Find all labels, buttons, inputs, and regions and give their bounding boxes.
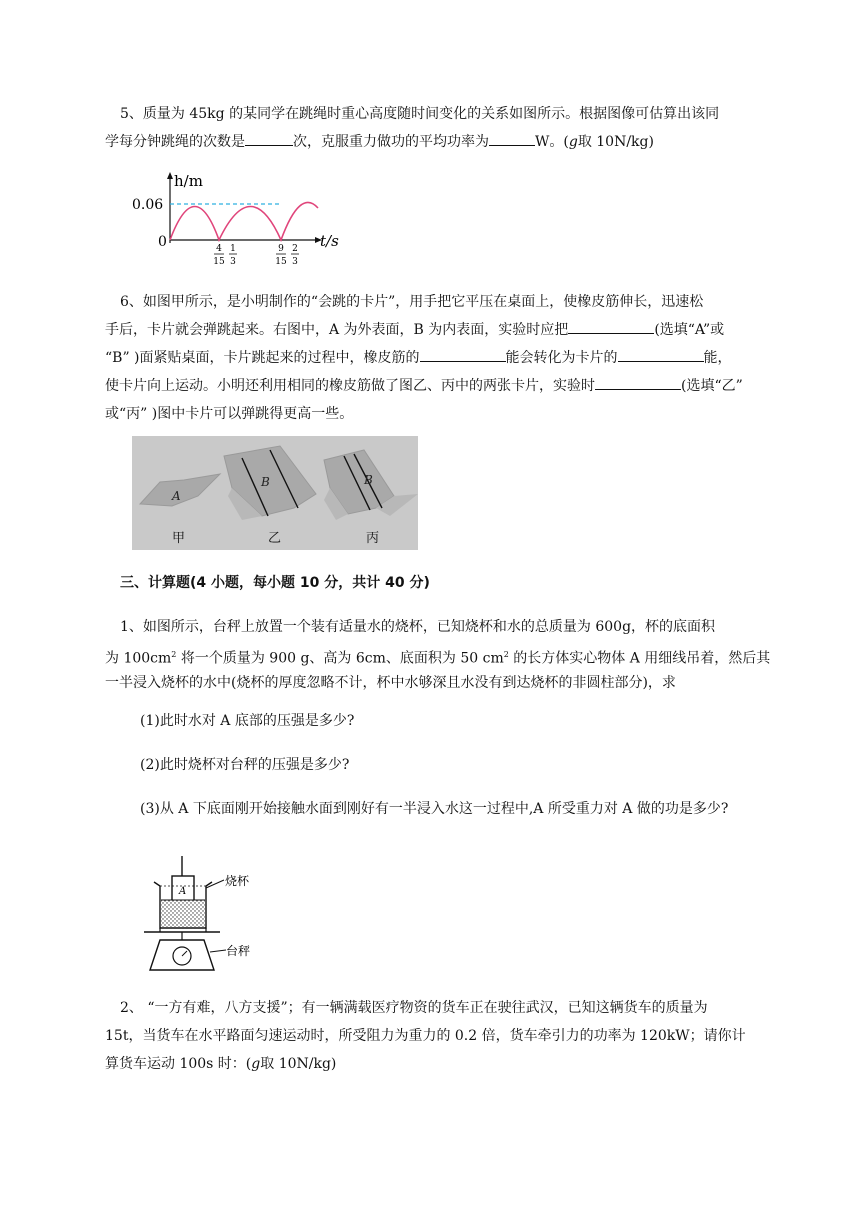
svg-text:15: 15: [213, 257, 225, 267]
q6-line-4: [105, 372, 755, 400]
chart-x-label: t/s: [320, 232, 339, 250]
chart-y-tick: 0.06: [132, 197, 164, 213]
c1-question-2: (2)此时烧杯对台秤的压强是多少?: [140, 757, 350, 773]
chart-x-tick-9-15: [275, 244, 287, 267]
c1-question-1: (1)此时水对 A 底部的压强是多少?: [140, 713, 355, 729]
q6-blank-energy-1[interactable]: [420, 345, 506, 362]
q6-line-5: 或“丙” )图中卡片可以弹跳得更高一些。: [105, 406, 354, 422]
card-bing-label: B: [364, 473, 373, 487]
q6-blank-energy-2[interactable]: [618, 345, 704, 362]
c2-g-symbol: g: [251, 1056, 261, 1072]
section-title: 三、计算题(4 小题，每小题 10 分，共计 40 分): [120, 575, 430, 591]
caption-yi: 乙: [268, 531, 282, 546]
c1-line-1: 1、如图所示，台秤上放置一个装有适量水的烧杯，已知烧杯和水的总质量为 600g，杯的底面积: [120, 619, 716, 635]
c1-line-3: 一半浸入烧杯的水中(烧杯的厚度忽略不计，杯中水够深且水没有到达烧杯的非圆柱部分)，求: [105, 675, 676, 691]
q5-blank-count[interactable]: [245, 129, 293, 146]
svg-text:3: 3: [292, 257, 298, 267]
card-yi-label: B: [261, 475, 270, 489]
c2-text-a: 算货车运动 100s 时：(: [105, 1056, 252, 1072]
q6-text-c: “B” )面紧贴桌面，卡片跳起来的过程中，橡皮筋的: [105, 350, 420, 366]
q5-text-a: 学每分钟跳绳的次数是: [105, 134, 245, 150]
q6-text-f: 使卡片向上运动。小明还利用相同的橡皮筋做了图乙、丙中的两张卡片，实验时: [105, 378, 595, 394]
q6-text-d: 能会转化为卡片的: [505, 350, 618, 366]
beaker-scale-figure: [140, 852, 270, 976]
beaker-label: 烧杯: [225, 874, 250, 888]
q6-blank-card[interactable]: [595, 373, 681, 390]
q6-blank-surface[interactable]: [568, 317, 654, 334]
q6-text-e: 能，: [703, 350, 732, 366]
scale-label: 台秤: [226, 944, 251, 958]
chart-origin: 0: [158, 234, 167, 250]
chart-y-label: h/m: [174, 172, 203, 190]
c1-sup-1: 2: [171, 650, 177, 659]
chart-y-arrow: [167, 172, 173, 179]
chart-x-tick-2-3: [291, 244, 299, 267]
svg-text:9: 9: [278, 244, 284, 254]
q6-line-3: [105, 344, 755, 372]
q5-line-1: 5、质量为 45kg 的某同学在跳绳时重心高度随时间变化的关系如图所示。根据图像可估算出该同: [120, 106, 720, 122]
caption-jia: 甲: [172, 531, 186, 546]
jumping-card-figure: [132, 436, 418, 550]
c1-text-c: 的长方体实心物体 A 用细线吊着，然后其: [508, 650, 771, 667]
c2-line-2: 15t，当货车在水平路面匀速运动时，所受阻力为重力的 0.2 倍，货车牵引力的功率为 120kW；请你计: [105, 1028, 746, 1044]
q5-blank-power[interactable]: [489, 129, 535, 146]
q6-line-1: 6、如图甲所示，是小明制作的“会跳的卡片”，用手把它平压在桌面上，使橡皮筋伸长，迅速松: [120, 294, 704, 310]
svg-text:3: 3: [230, 257, 236, 267]
q5-text-d: 取 10N/kg): [577, 134, 654, 150]
q5-line-2: [105, 128, 755, 156]
c2-line-1: 2、 “一方有难，八方支援”；有一辆满载医疗物资的货车正在驶往武汉，已知这辆货车的质量为: [120, 1000, 708, 1016]
chart-x-tick-1-3: [229, 244, 237, 267]
q5-g-symbol: g: [568, 134, 578, 150]
c2-line-3: [105, 1050, 755, 1078]
q6-text-b: (选填“A”或: [654, 322, 725, 338]
q6-text-g: (选填“乙”: [681, 378, 743, 394]
chart-jump-curve: [170, 202, 318, 240]
jump-height-chart: [130, 168, 350, 274]
q5-text-c: W。(: [535, 134, 569, 150]
svg-text:2: 2: [292, 244, 298, 254]
c1-text-b: 将一个质量为 900 g、高为 6cm、底面积为 50 cm: [176, 650, 504, 667]
q6-line-2: [105, 316, 755, 344]
water: [161, 900, 205, 927]
svg-text:4: 4: [216, 244, 222, 254]
c1-sup-2: 2: [503, 650, 509, 659]
q6-text-a: 手后，卡片就会弹跳起来。右图中，A 为外表面，B 为内表面，实验时应把: [105, 322, 569, 338]
card-jia-label: A: [172, 489, 181, 503]
c2-text-b: 取 10N/kg): [260, 1056, 337, 1072]
q5-text-b: 次，克服重力做功的平均功率为: [293, 134, 489, 150]
caption-bing: 丙: [366, 531, 380, 546]
svg-text:1: 1: [230, 244, 236, 254]
c1-line-2: [105, 641, 771, 673]
block-a-label: A: [179, 886, 187, 897]
c1-question-3: (3)从 A 下底面刚开始接触水面到刚好有一半浸入水这一过程中,A 所受重力对 A 做的功是多少?: [140, 801, 729, 817]
svg-text:15: 15: [275, 257, 287, 267]
chart-x-tick-4-15: [213, 244, 225, 267]
c1-text-a: 为 100cm: [105, 650, 172, 667]
